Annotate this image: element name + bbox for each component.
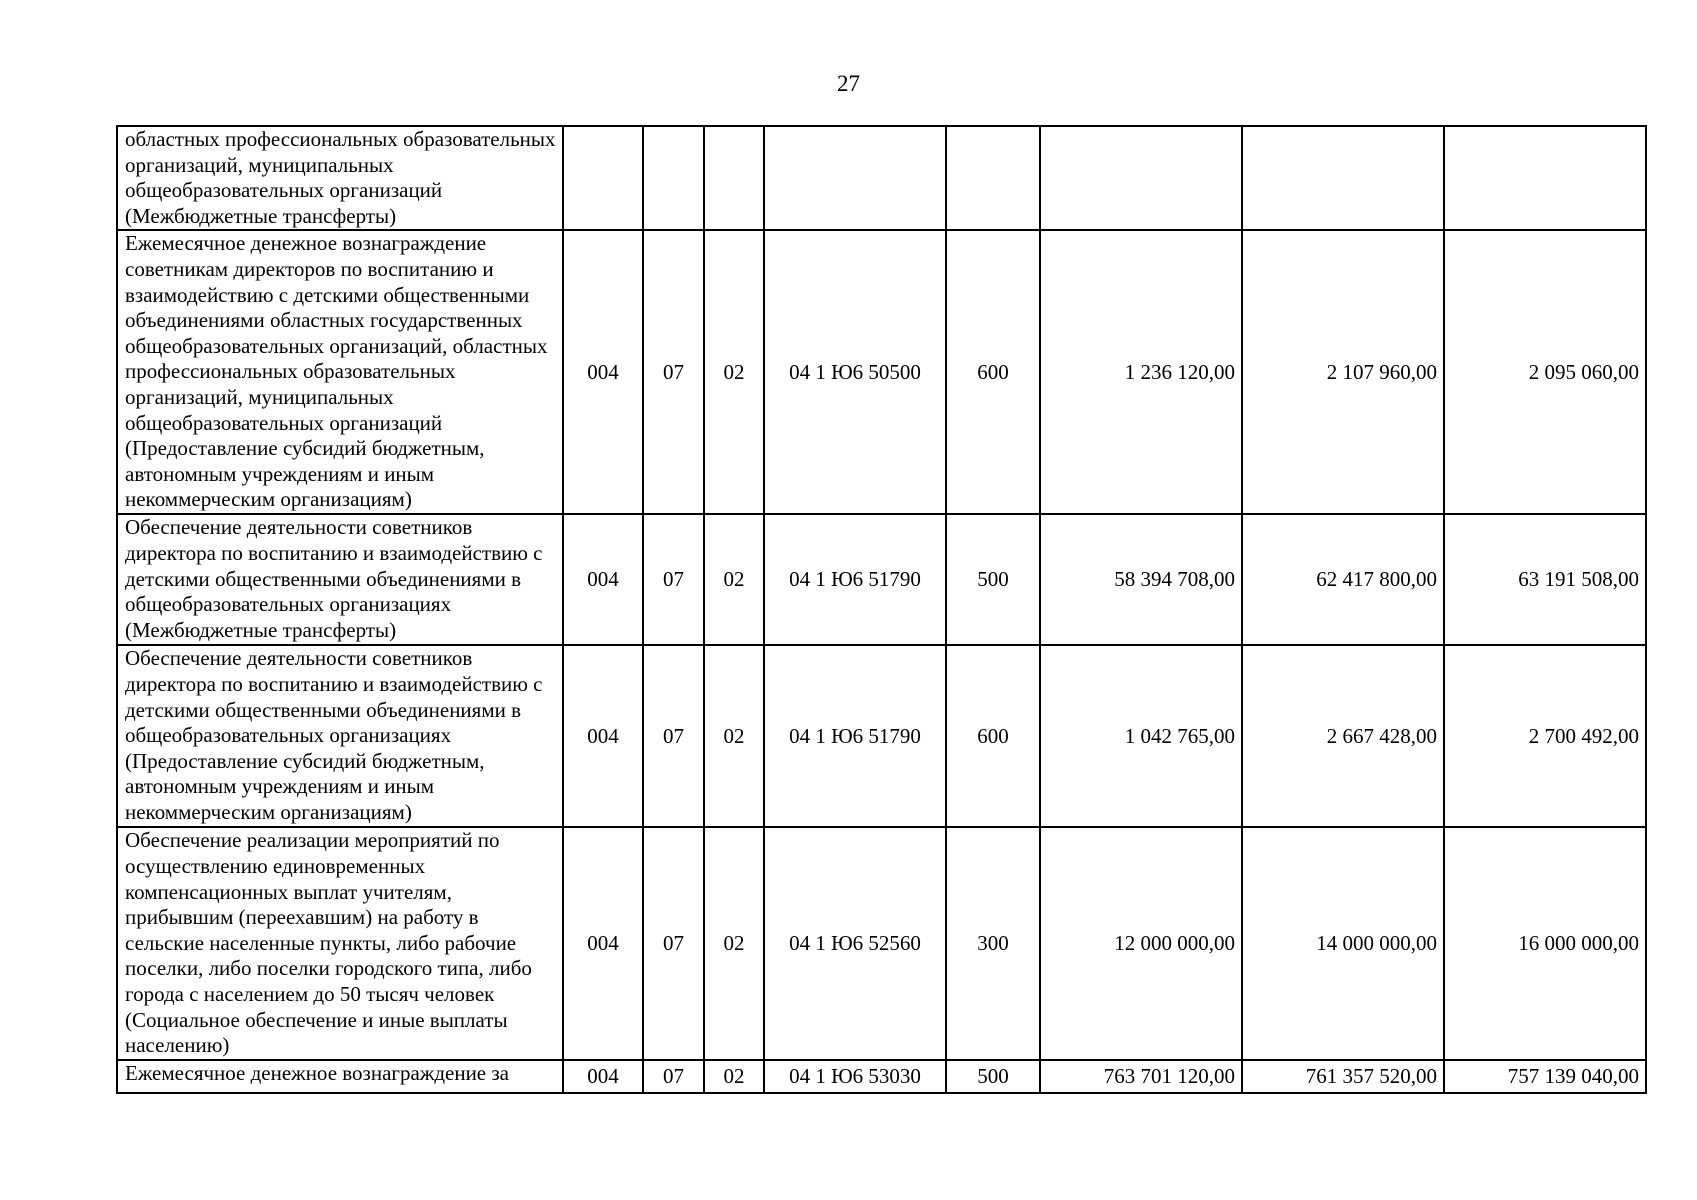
department-code: 004: [563, 645, 643, 827]
department-code: [563, 126, 643, 230]
amount-year-3: 16 000 000,00: [1444, 827, 1646, 1060]
table-row: [117, 645, 1646, 827]
subsection-code: 02: [704, 230, 764, 514]
amount-year-3: 757 139 040,00: [1444, 1060, 1646, 1093]
subsection-code: [704, 126, 764, 230]
amount-year-3: 2 095 060,00: [1444, 230, 1646, 514]
row-description: Ежемесячное денежное вознаграждение советникам директоров по воспитанию и взаимодействию с детскими общественными объединениями областных государственных общеобразовательных организаций, областных профессиональных образовательных организаций, муниципальных общеобразовательных организаций (Предоставление субсидий бюджетным, автономным учреждениям и иным некоммерческим организациям): [117, 230, 563, 514]
target-article-code: 04 1 Ю6 51790: [764, 514, 946, 645]
expense-type-code: 300: [946, 827, 1040, 1060]
department-code: 004: [563, 827, 643, 1060]
target-article-code: 04 1 Ю6 52560: [764, 827, 946, 1060]
page-number: 27: [837, 71, 860, 96]
row-description: Ежемесячное денежное вознаграждение за: [117, 1060, 563, 1093]
expense-type-code: 500: [946, 514, 1040, 645]
row-description: областных профессиональных образовательных организаций, муниципальных общеобразовательных организаций (Межбюджетные трансферты): [117, 126, 563, 230]
section-code: 07: [643, 827, 704, 1060]
target-article-code: 04 1 Ю6 51790: [764, 645, 946, 827]
amount-year-2: 62 417 800,00: [1242, 514, 1444, 645]
row-description: Обеспечение деятельности советников директора по воспитанию и взаимодействию с детскими общественными объединениями в общеобразовательных организациях (Предоставление субсидий бюджетным, автономным учреждениям и иным некоммерческим организациям): [117, 645, 563, 827]
row-description: Обеспечение реализации мероприятий по осуществлению единовременных компенсационных выплат учителям, прибывшим (переехавшим) на работу в сельские населенные пункты, либо рабочие поселки, либо поселки городского типа, либо города с населением до 50 тысяч человек (Социальное обеспечение и иные выплаты населению): [117, 827, 563, 1060]
section-code: 07: [643, 645, 704, 827]
expense-type-code: 600: [946, 645, 1040, 827]
row-description: Обеспечение деятельности советников директора по воспитанию и взаимодействию с детскими общественными объединениями в общеобразовательных организациях (Межбюджетные трансферты): [117, 514, 563, 645]
amount-year-1: 763 701 120,00: [1040, 1060, 1242, 1093]
section-code: 07: [643, 514, 704, 645]
amount-year-2: 2 667 428,00: [1242, 645, 1444, 827]
amount-year-3: 2 700 492,00: [1444, 645, 1646, 827]
subsection-code: 02: [704, 1060, 764, 1093]
section-code: [643, 126, 704, 230]
department-code: 004: [563, 230, 643, 514]
table-row: [117, 1060, 1646, 1093]
expense-type-code: 500: [946, 1060, 1040, 1093]
target-article-code: 04 1 Ю6 50500: [764, 230, 946, 514]
department-code: 004: [563, 1060, 643, 1093]
amount-year-1: 1 042 765,00: [1040, 645, 1242, 827]
amount-year-2: 2 107 960,00: [1242, 230, 1444, 514]
target-article-code: [764, 126, 946, 230]
amount-year-2: 761 357 520,00: [1242, 1060, 1444, 1093]
section-code: 07: [643, 230, 704, 514]
amount-year-2: [1242, 126, 1444, 230]
budget-table: [116, 125, 1647, 1094]
amount-year-1: [1040, 126, 1242, 230]
subsection-code: 02: [704, 514, 764, 645]
table-row: [117, 514, 1646, 645]
table-row: [117, 126, 1646, 230]
table-row: [117, 230, 1646, 514]
expense-type-code: [946, 126, 1040, 230]
amount-year-3: [1444, 126, 1646, 230]
amount-year-1: 1 236 120,00: [1040, 230, 1242, 514]
table-row: [117, 827, 1646, 1060]
department-code: 004: [563, 514, 643, 645]
amount-year-1: 58 394 708,00: [1040, 514, 1242, 645]
amount-year-2: 14 000 000,00: [1242, 827, 1444, 1060]
subsection-code: 02: [704, 827, 764, 1060]
section-code: 07: [643, 1060, 704, 1093]
subsection-code: 02: [704, 645, 764, 827]
amount-year-3: 63 191 508,00: [1444, 514, 1646, 645]
target-article-code: 04 1 Ю6 53030: [764, 1060, 946, 1093]
expense-type-code: 600: [946, 230, 1040, 514]
amount-year-1: 12 000 000,00: [1040, 827, 1242, 1060]
